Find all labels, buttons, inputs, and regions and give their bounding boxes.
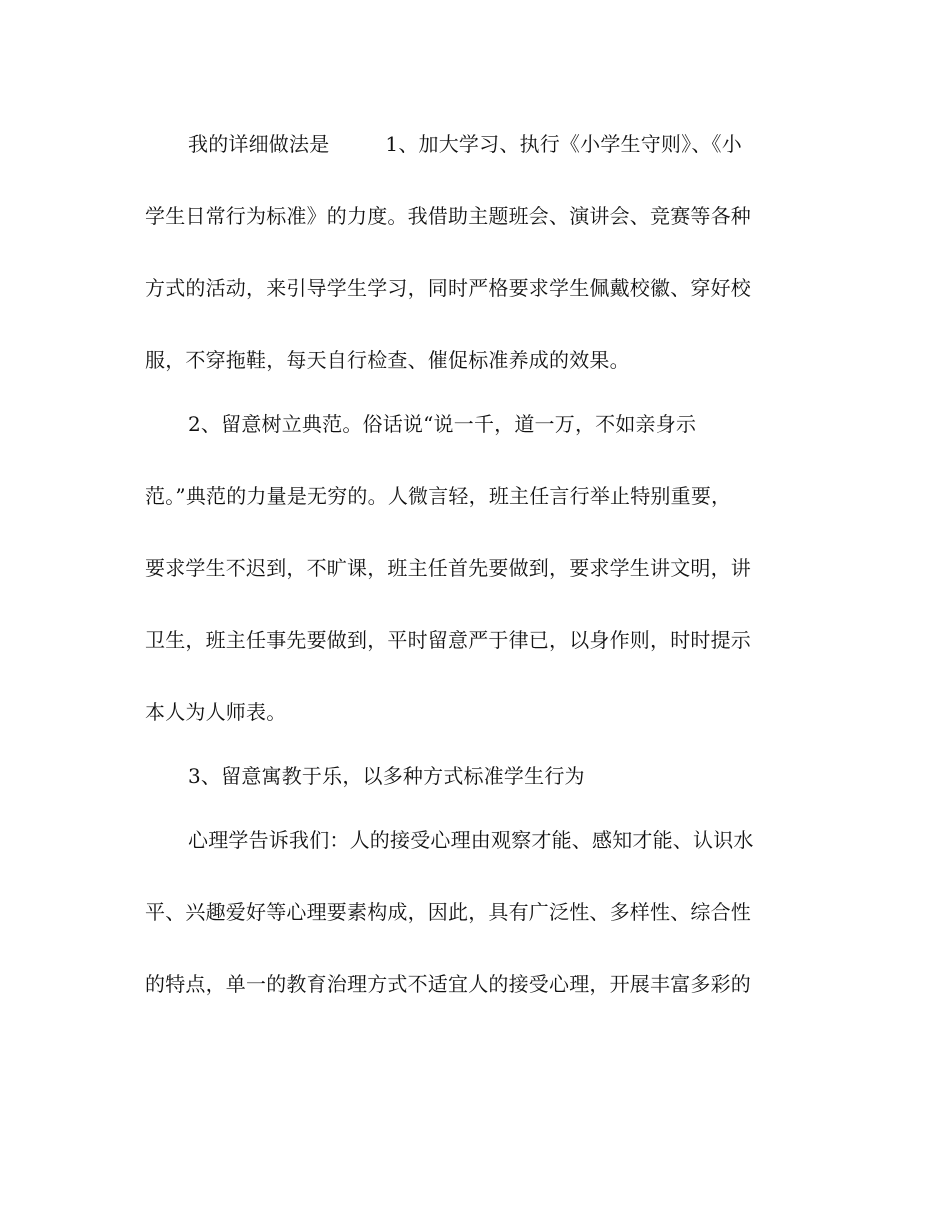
paragraph-3-heading: 3、留意寓教于乐，以多种方式标准学生行为 <box>188 764 585 788</box>
paragraph-1-intro: 我的详细做法是 <box>188 132 330 156</box>
paragraph-1-item-1: 1、加大学习、执行《小学生守则》、《小 <box>385 132 742 156</box>
paragraph-1-line-4: 服，不穿拖鞋，每天自行检查、催促标准养成的效果。 <box>145 348 630 372</box>
paragraph-2-line-2: 范。”典范的力量是无穷的。人微言轻，班主任言行举止特别重要， <box>145 484 732 508</box>
paragraph-1-line-3: 方式的活动，来引导学生学习，同时严格要求学生佩戴校徽、穿好校 <box>145 276 751 300</box>
paragraph-2-line-3: 要求学生不迟到，不旷课，班主任首先要做到，要求学生讲文明，讲 <box>145 556 751 580</box>
paragraph-1-line-2: 学生日常行为标准》的力度。我借助主题班会、演讲会、竞赛等各种 <box>145 204 751 228</box>
paragraph-4-line-1: 心理学告诉我们：人的接受心理由观察才能、感知才能、认识水 <box>188 828 754 852</box>
paragraph-4-line-3: 的特点，单一的教育治理方式不适宜人的接受心理，开展丰富多彩的 <box>145 972 751 996</box>
paragraph-2-line-5: 本人为人师表。 <box>145 700 287 724</box>
paragraph-1-line-1 <box>188 129 868 159</box>
paragraph-2-line-1: 2、留意树立典范。俗话说“说一千，道一万，不如亲身示 <box>188 412 697 436</box>
paragraph-4-line-2: 平、兴趣爱好等心理要素构成，因此，具有广泛性、多样性、综合性 <box>145 900 751 924</box>
paragraph-2-line-4: 卫生，班主任事先要做到，平时留意严于律已，以身作则，时时提示 <box>145 628 751 652</box>
